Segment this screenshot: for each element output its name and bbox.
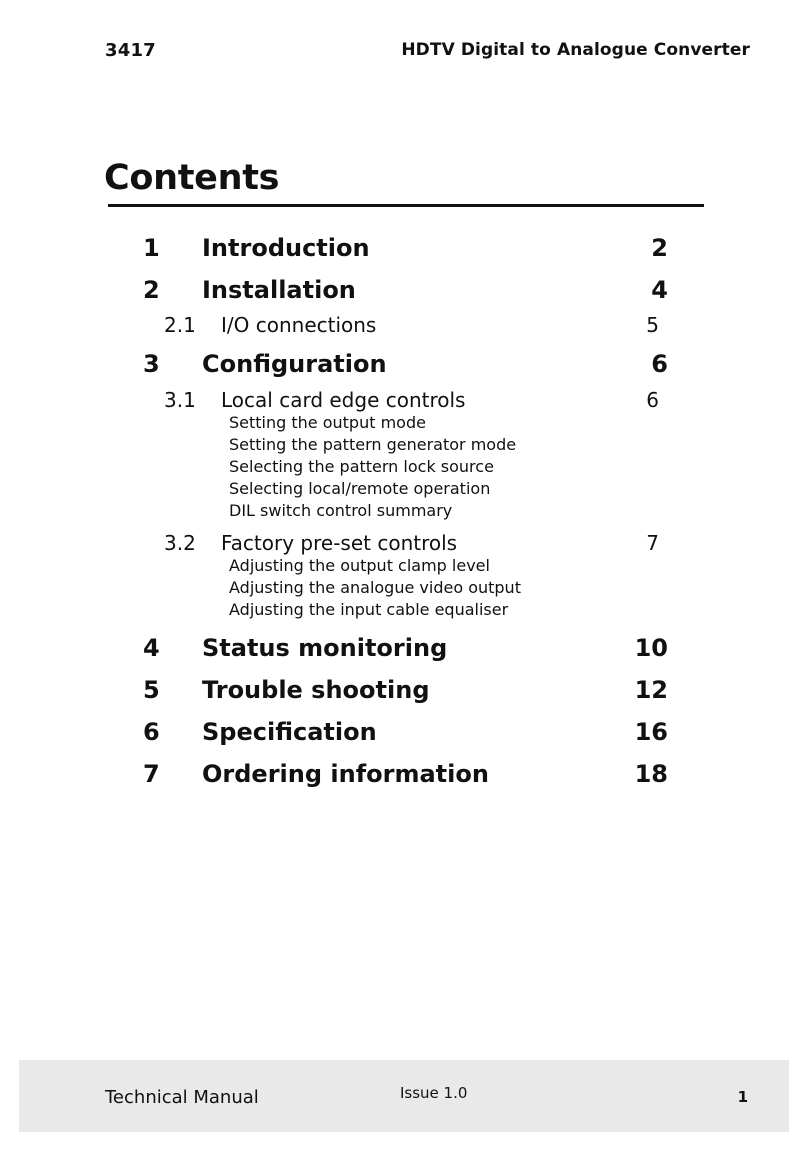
toc-entry-title: Introduction (202, 234, 370, 262)
footer-issue: Issue 1.0 (400, 1084, 468, 1102)
toc-subitem[interactable]: Adjusting the input cable equaliser (229, 600, 509, 619)
toc-entry-number: 2 (143, 276, 160, 304)
toc-entry-title: Configuration (202, 350, 387, 378)
toc-entry-page: 10 (634, 634, 668, 662)
toc-entry-number: 6 (143, 718, 160, 746)
toc-entry-number: 7 (143, 760, 160, 788)
toc-entry-page: 18 (634, 760, 668, 788)
toc-entry-page: 4 (651, 276, 668, 304)
toc-entry-page: 16 (634, 718, 668, 746)
footer-manual-label: Technical Manual (105, 1087, 259, 1108)
product-title: HDTV Digital to Analogue Converter (401, 40, 750, 60)
toc-entry-title: Installation (202, 276, 356, 304)
toc-subitem[interactable]: Selecting local/remote operation (229, 479, 491, 498)
document-code: 3417 (105, 40, 156, 61)
toc-entry-page: 12 (634, 676, 668, 704)
toc-entry-title: Status monitoring (202, 634, 448, 662)
toc-entry-page: 7 (646, 531, 659, 555)
toc-entry-page: 6 (646, 388, 659, 412)
toc-entry-title: Specification (202, 718, 377, 746)
toc-entry-title: Ordering information (202, 760, 489, 788)
page-title: Contents (104, 158, 280, 198)
toc-entry-number: 4 (143, 634, 160, 662)
toc-entry-number: 2.1 (164, 313, 196, 337)
toc-subitem[interactable]: Setting the output mode (229, 413, 426, 432)
toc-entry-title: I/O connections (221, 313, 377, 337)
toc-entry-number: 3 (143, 350, 160, 378)
toc-subitem[interactable]: Adjusting the output clamp level (229, 556, 490, 575)
toc-entry-number: 1 (143, 234, 160, 262)
toc-entry-page: 6 (651, 350, 668, 378)
footer-page-number: 1 (737, 1088, 748, 1106)
toc-entry-title: Trouble shooting (202, 676, 430, 704)
toc-entry-title: Factory pre-set controls (221, 531, 458, 555)
toc-subitem[interactable]: DIL switch control summary (229, 501, 453, 520)
toc-entry-number: 3.1 (164, 388, 196, 412)
toc-entry-page: 5 (646, 313, 659, 337)
toc-entry-page: 2 (651, 234, 668, 262)
toc-subitem[interactable]: Selecting the pattern lock source (229, 457, 494, 476)
page-footer (19, 1060, 789, 1132)
toc-entry-title: Local card edge controls (221, 388, 466, 412)
toc-subitem[interactable]: Setting the pattern generator mode (229, 435, 517, 454)
toc-subitem[interactable]: Adjusting the analogue video output (229, 578, 521, 597)
toc-entry-number: 5 (143, 676, 160, 704)
toc-entry-number: 3.2 (164, 531, 196, 555)
